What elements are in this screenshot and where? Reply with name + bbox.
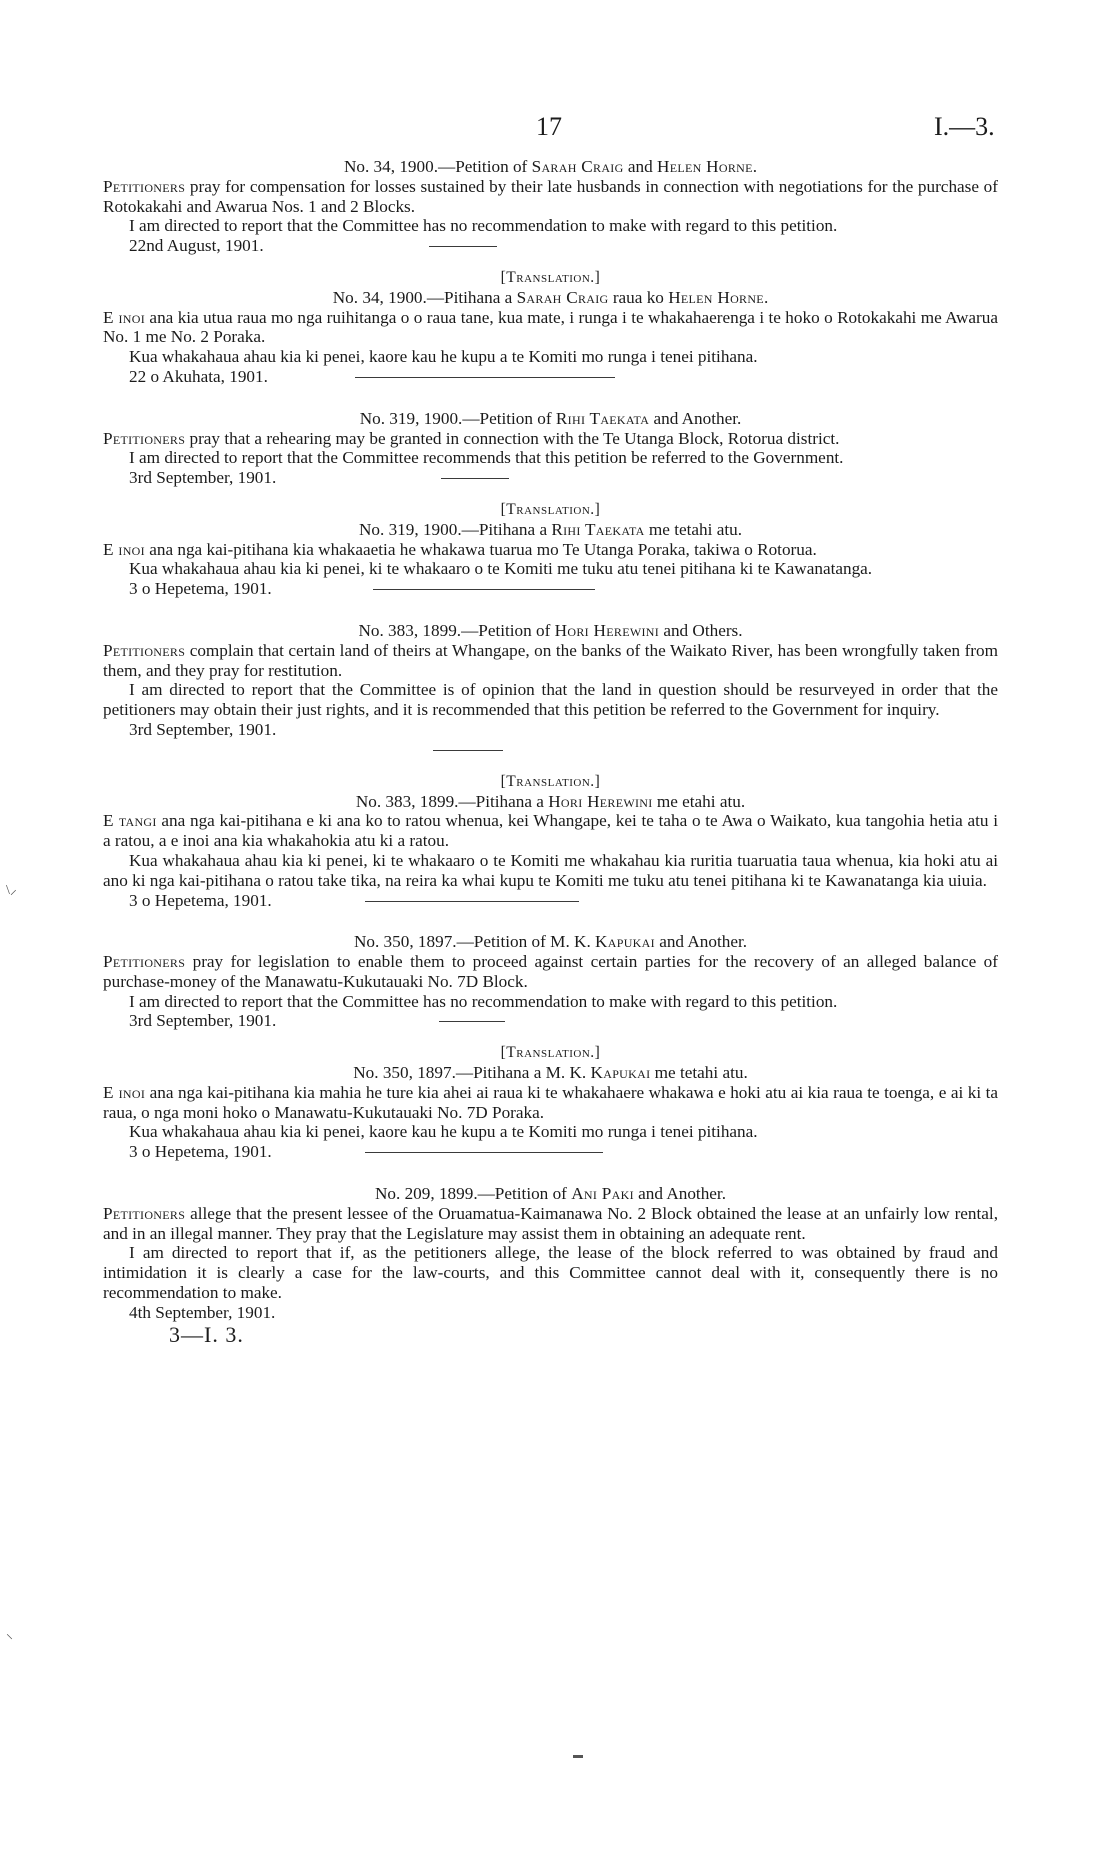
- committee-report: Kua whakahaua ahau kia ki penei, ki te whakaaro o te Komiti me whakahau kia ruritia tuaruatia taua whenua, kia hoki atu ai ano ki nga kai-pitihana o ratou take tika, na reira ka whai kupu te Komiti me tuku atu tenei pitihana ki te Kawanatanga kia uiuia.: [103, 850, 998, 890]
- report-date: 3 o Hepetema, 1901.: [129, 1142, 272, 1162]
- body-text: allege that the present lessee of the Oruamatua-Kaimanawa No. 2 Block obtained the lease at an unfairly low rental, and in an illegal manner. They pray that the Legislature may assist them in obtaining an adequate rent.: [103, 1203, 998, 1243]
- dateline: [129, 720, 998, 740]
- petition-title: [103, 1063, 998, 1083]
- divider-rule: [439, 1021, 505, 1022]
- report-date: 22 o Akuhata, 1901.: [129, 366, 268, 386]
- petitioner-name: Helen Horne: [656, 157, 753, 176]
- margin-mark: ⸌: [6, 1633, 13, 1648]
- petition-body: [103, 811, 998, 851]
- page-number: 17: [536, 112, 562, 141]
- petition-body: [103, 952, 998, 992]
- dateline: [129, 468, 998, 488]
- petition-body: [103, 1204, 998, 1244]
- petition-title: [103, 288, 998, 308]
- petitioner-name: Sarah Craig: [516, 287, 609, 307]
- title-text: raua ko: [608, 287, 669, 307]
- report-date: 3 o Hepetema, 1901.: [129, 579, 272, 599]
- body-text: ana nga kai-pitihana e ki ana ko to ratou whenua, kei Whangape, kei te taha o te Awa o Waikato, kua tangohia hetia atu i a ratou, a e inoi ana kia whakahokia atu ki a ratou.: [103, 811, 998, 851]
- title-text: and Others.: [659, 620, 743, 640]
- divider-rule: [373, 589, 595, 590]
- title-text: and: [623, 157, 657, 176]
- print-speck: ▬: [573, 1750, 583, 1761]
- lead-word: Petitioners: [103, 640, 186, 660]
- divider-rule: [429, 246, 497, 247]
- title-text: and Another.: [649, 408, 742, 428]
- title-text: No. 34, 1900.—Petition of: [343, 157, 532, 176]
- committee-report: I am directed to report that the Committee is of opinion that the land in question should be resurveyed in order that the petitioners may obtain their just rights, and it is recommended that this petition be referred to the Government for inquiry.: [103, 680, 998, 720]
- translation-label: [Translation.]: [500, 268, 601, 286]
- dateline: [129, 1011, 998, 1031]
- petition-section: [103, 932, 998, 1031]
- petition-body: [103, 177, 998, 217]
- translation-label: [Translation.]: [500, 500, 601, 518]
- lead-word: E inoi: [103, 1082, 146, 1102]
- report-date: 3 o Hepetema, 1901.: [129, 890, 272, 910]
- report-date: 3rd September, 1901.: [129, 1011, 277, 1031]
- body-text: complain that certain land of theirs at Whangape, on the banks of the Waikato River, has been wrongfully taken from them, and they pray for restitution.: [103, 640, 998, 680]
- petition-body: [103, 308, 998, 348]
- divider-rule: [433, 750, 503, 751]
- title-text: No. 350, 1897.—Pitihana a M. K.: [353, 1063, 591, 1083]
- petition-title: [103, 1184, 998, 1204]
- committee-report: Kua whakahaua ahau kia ki penei, kaore kau he kupu a te Komiti mo runga i tenei pitihana.: [129, 1122, 758, 1142]
- dateline: [129, 367, 998, 387]
- title-text: and Another.: [654, 932, 748, 952]
- body-text: pray for legislation to enable them to proceed against certain parties for the recovery of an alleged balance of purchase-money of the Manawatu-Kukutauaki No. 7D Block.: [103, 952, 998, 991]
- committee-report: I am directed to report that if, as the petitioners allege, the lease of the block referred to was obtained by fraud and intimidation it is clearly a case for the law-courts, and this Committee cannot deal with it, consequently there is no recommendation to make.: [103, 1243, 998, 1303]
- petition-section: [103, 157, 998, 256]
- title-text: No. 383, 1899.—Petition of: [358, 620, 555, 640]
- petition-title: [103, 409, 998, 429]
- petitioner-name: Rihi Taekata: [555, 408, 650, 428]
- petition-title: [103, 932, 998, 952]
- committee-report: I am directed to report that the Committee recommends that this petition be referred to the Government.: [129, 448, 844, 468]
- report-date: 22nd August, 1901.: [129, 236, 264, 256]
- petitioner-name: Sarah Craig: [531, 157, 624, 176]
- dateline: [129, 891, 998, 911]
- dateline: [129, 1142, 998, 1162]
- title-text: .: [763, 287, 769, 307]
- petition-body: [103, 1083, 998, 1123]
- petition-section: [103, 1184, 998, 1323]
- petition-section: [103, 409, 998, 488]
- petitioner-name: Rihi Taekata: [551, 519, 645, 539]
- title-text: .: [752, 157, 758, 176]
- petition-title: [103, 157, 998, 177]
- translation-section: [103, 772, 998, 911]
- body-text: pray that a rehearing may be granted in connection with the Te Utanga Block, Rotorua district.: [185, 428, 840, 448]
- petition-section: [103, 621, 998, 760]
- divider-rule: [365, 901, 579, 902]
- committee-report: I am directed to report that the Committee has no recommendation to make with regard to this petition.: [129, 991, 838, 1011]
- translation-section: [103, 268, 998, 387]
- title-text: and Another.: [633, 1184, 727, 1204]
- dateline: [129, 579, 998, 599]
- title-text: me tetahi atu.: [644, 519, 742, 539]
- petition-body: [103, 540, 998, 560]
- petitions-content: [103, 157, 998, 1347]
- translation-label: [Translation.]: [500, 772, 601, 790]
- petitioner-name: Hori Herewini: [548, 791, 653, 811]
- title-text: No. 350, 1897.—Petition of M. K.: [353, 932, 596, 952]
- report-date: 3rd September, 1901.: [129, 468, 277, 488]
- title-text: No. 319, 1900.—Petition of: [359, 408, 556, 428]
- committee-report: Kua whakahaua ahau kia ki penei, ki te whakaaro o te Komiti me tuku atu tenei pitihana ki te Kawanatanga.: [129, 559, 873, 579]
- petitioner-name: Kapukai: [590, 1063, 651, 1083]
- petition-title: [103, 792, 998, 812]
- body-text: ana kia utua raua mo nga ruihitanga o o raua tane, kua mate, i runga i te whakahaerenga i te hoko o Rotokakahi me Awarua No. 1 me No. 2 Poraka.: [103, 307, 998, 347]
- body-text: ana nga kai-pitihana kia whakaaetia he whakawa tuarua mo Te Utanga Poraka, takiwa o Rotorua.: [144, 539, 817, 559]
- petition-title: [103, 621, 998, 641]
- petition-body: [103, 641, 998, 681]
- translation-section: [103, 500, 998, 599]
- petition-body: [103, 429, 998, 449]
- report-date: 4th September, 1901.: [129, 1302, 276, 1322]
- dateline: [129, 236, 998, 256]
- title-text: No. 383, 1899.—Pitihana a: [355, 791, 549, 811]
- petition-title: [103, 520, 998, 540]
- lead-word: Petitioners: [103, 428, 186, 448]
- divider-rule: [365, 1152, 603, 1153]
- dateline: [129, 1303, 998, 1323]
- title-text: No. 319, 1900.—Pitihana a: [358, 519, 552, 539]
- divider-rule: [441, 478, 509, 479]
- committee-report: I am directed to report that the Committee has no recommendation to make with regard to this petition.: [129, 216, 838, 236]
- document-reference: I.—3.: [934, 112, 995, 141]
- lead-word: Petitioners: [103, 1203, 186, 1223]
- title-text: No. 209, 1899.—Petition of: [374, 1184, 572, 1204]
- lead-word: E inoi: [103, 307, 146, 327]
- lead-word: Petitioners: [103, 176, 186, 196]
- lead-word: Petitioners: [103, 952, 186, 972]
- title-text: No. 34, 1900.—Pitihana a: [332, 287, 517, 307]
- petitioner-name: Helen Horne: [668, 287, 764, 307]
- petitioner-name: Ani Paki: [571, 1184, 634, 1204]
- body-text: ana nga kai-pitihana kia mahia he ture kia ahei ai raua ki te whakahaere whakawa e hoki atu ai kia raua te toenga, e ai ki ta raua, o nga moni hoko o Manawatu-Kukutauaki No. 7D Poraka.: [103, 1082, 998, 1122]
- lead-word: E inoi: [103, 539, 145, 559]
- petitioner-name: Kapukai: [595, 932, 655, 952]
- title-text: me tetahi atu.: [650, 1063, 748, 1083]
- committee-report: Kua whakahaua ahau kia ki penei, kaore kau he kupu a te Komiti mo runga i tenei pitihana.: [129, 347, 758, 367]
- body-text: pray for compensation for losses sustained by their late husbands in connection with negotiations for the purchase of Rotokakahi and Awarua Nos. 1 and 2 Blocks.: [103, 176, 998, 216]
- title-text: me etahi atu.: [652, 791, 746, 811]
- margin-mark: \⸝: [6, 883, 17, 898]
- translation-label: [Translation.]: [500, 1044, 601, 1062]
- signature-mark: 3—I. 3.: [169, 1321, 244, 1347]
- translation-section: [103, 1043, 998, 1162]
- divider-rule: [355, 377, 615, 378]
- lead-word: E tangi: [103, 811, 157, 831]
- report-date: 3rd September, 1901.: [129, 719, 277, 739]
- petitioner-name: Hori Herewini: [554, 620, 660, 640]
